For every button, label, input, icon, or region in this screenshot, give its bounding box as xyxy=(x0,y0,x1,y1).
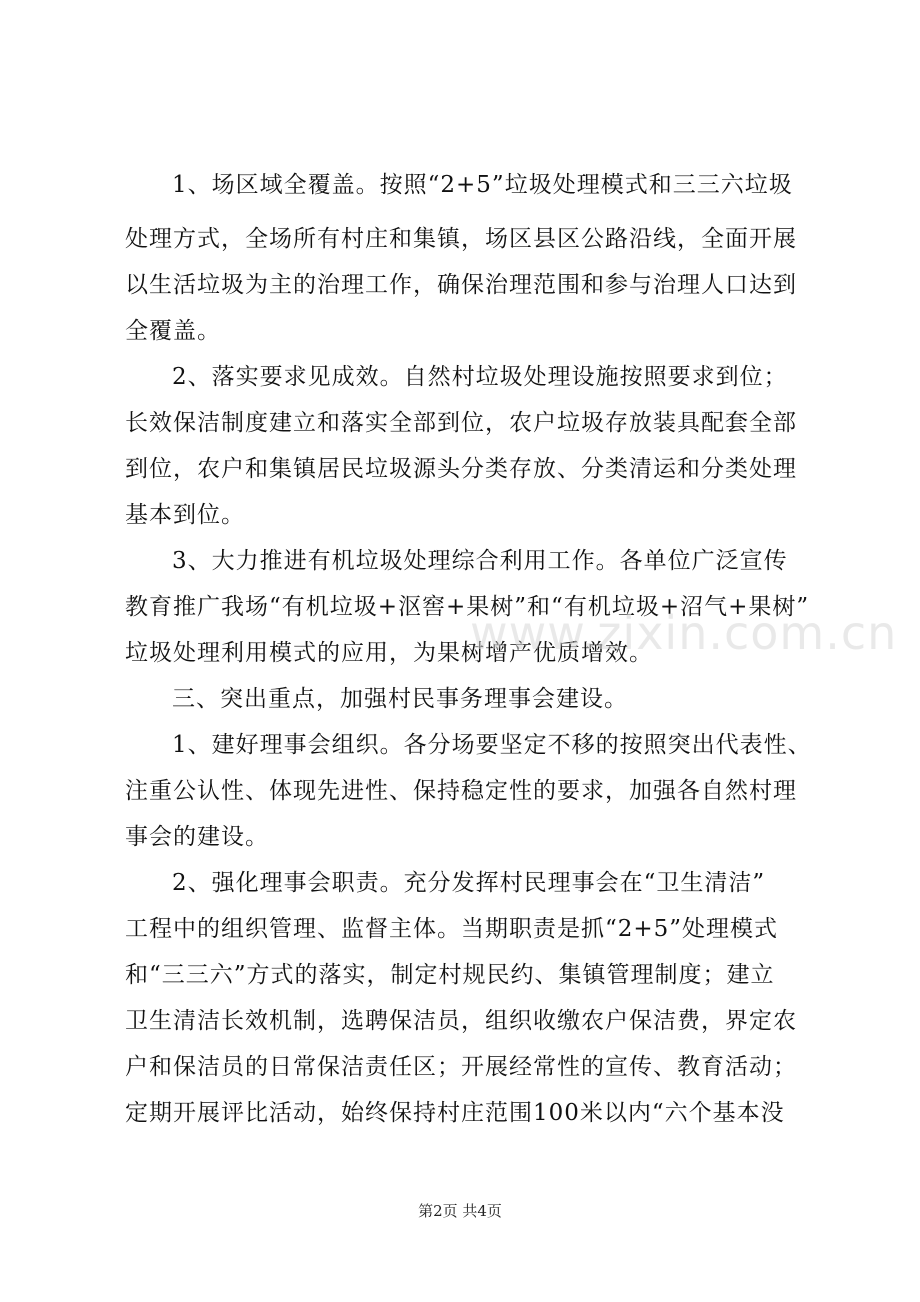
paragraph-line: 教育推广我场“有机垃圾+沤窖+果树”和“有机垃圾+沼气+果树” xyxy=(125,594,810,620)
page-footer: 第2页 共4页 xyxy=(418,1202,502,1220)
paragraph-line: 长效保洁制度建立和落实全部到位，农户垃圾存放装具配套全部 xyxy=(125,410,797,436)
section-heading: 三、突出重点，加强村民事务理事会建设。 xyxy=(172,686,628,712)
paragraph-line: 1、建好理事会组织。各分场要坚定不移的按照突出代表性、 xyxy=(172,732,812,758)
paragraph-line: 以生活垃圾为主的治理工作，确保治理范围和参与治理人口达到 xyxy=(125,272,797,298)
paragraph-line: 全覆盖。 xyxy=(125,318,221,344)
paragraph-line: 垃圾处理利用模式的应用，为果树增产优质增效。 xyxy=(125,640,653,666)
paragraph-line: 工程中的组织管理、监督主体。当期职责是抓“2+5”处理模式 xyxy=(125,916,779,942)
paragraph-line: 3、大力推进有机垃圾处理综合利用工作。各单位广泛宣传 xyxy=(172,548,788,574)
paragraph-line: 注重公认性、体现先进性、保持稳定性的要求，加强各自然村理 xyxy=(125,778,797,804)
paragraph-line: 户和保洁员的日常保洁责任区；开展经常性的宣传、教育活动； xyxy=(125,1054,797,1080)
paragraph-line: 基本到位。 xyxy=(125,502,245,528)
paragraph-line: 1、场区域全覆盖。按照“2+5”垃圾处理模式和三三六垃圾 xyxy=(172,172,793,198)
paragraph-line: 定期开展评比活动，始终保持村庄范围100米以内“六个基本没 xyxy=(125,1100,785,1126)
paragraph-line: 到位，农户和集镇居民垃圾源头分类存放、分类清运和分类处理 xyxy=(125,456,797,482)
paragraph-line: 2、强化理事会职责。充分发挥村民理事会在“卫生清洁” xyxy=(172,870,766,896)
paragraph-line: 事会的建设。 xyxy=(125,824,269,850)
paragraph-line: 处理方式，全场所有村庄和集镇，场区县区公路沿线，全面开展 xyxy=(125,226,797,252)
paragraph-line: 和“三三六”方式的落实，制定村规民约、集镇管理制度；建立 xyxy=(125,962,775,988)
paragraph-line: 2、落实要求见成效。自然村垃圾处理设施按照要求到位； xyxy=(172,364,788,390)
watermark: www.zixin.com.cn xyxy=(470,606,898,660)
paragraph-line: 卫生清洁长效机制，选聘保洁员，组织收缴农户保洁费，界定农 xyxy=(125,1008,797,1034)
